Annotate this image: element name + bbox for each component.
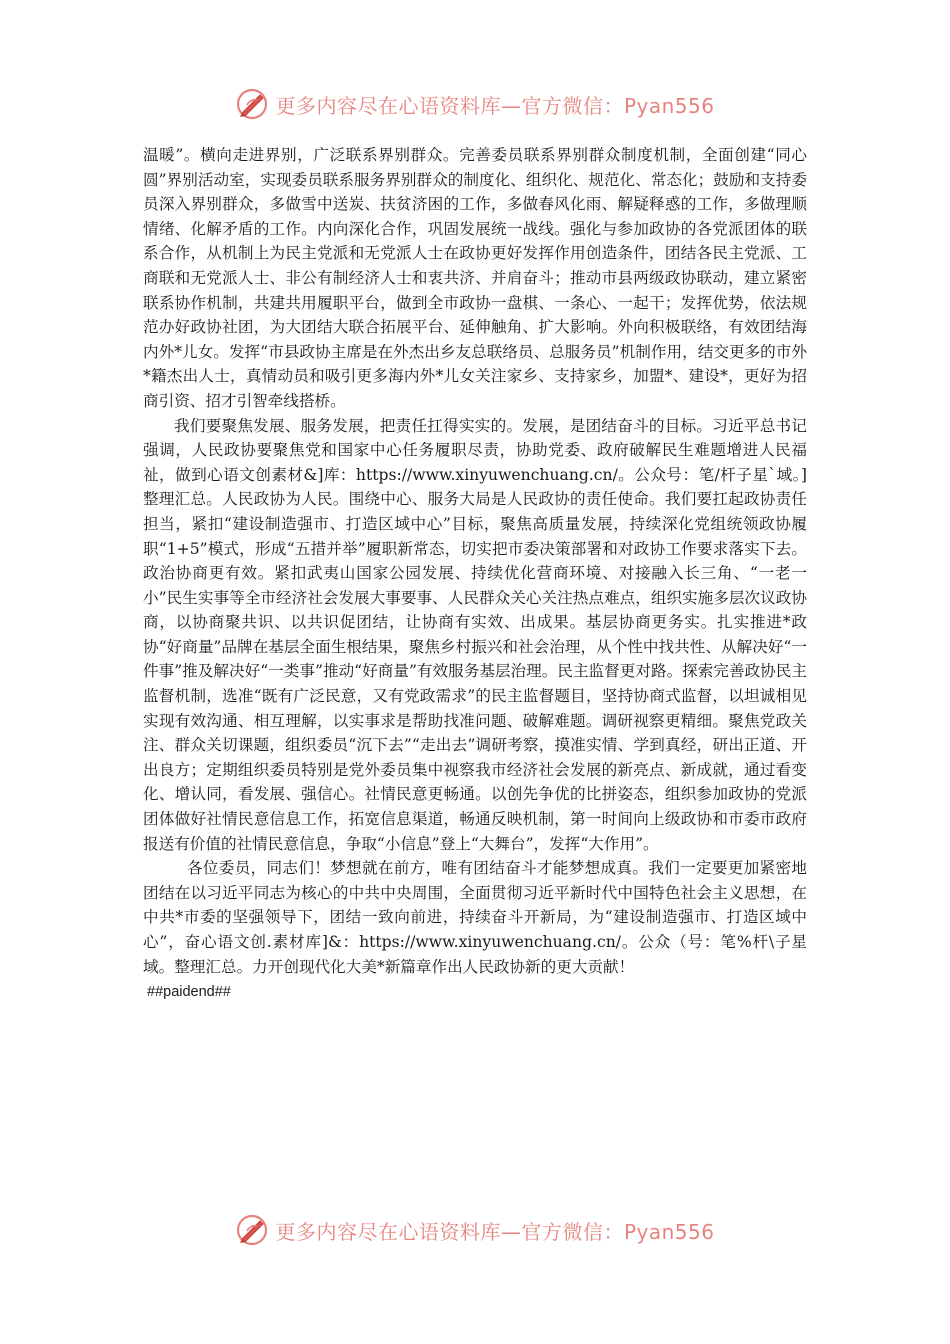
paragraph-2: 我们要聚焦发展、服务发展，把责任扛得实实的。发展，是团结奋斗的目标。习近平总书记强调，人民政协要聚焦党和国家中心任务履职尽责，协助党委、政府破解民生难题增进人民福祉，做到心语文创素材&]库：https://www.xinyuwenchuang.cn/。公众号：笔/杆子星`域。]整理汇总。人民政协为人民。围绕中心、服务大局是人民政协的责任使命。我们要扛起政协责任担当，紧扣“建设制造强市、打造区域中心”目标，聚焦高质量发展，持续深化党组统领政协履职“1+5”模式，形成“五措并举”履职新常态，切实把市委决策部署和对政协工作要求落实下去。政治协商更有效。紧扣武夷山国家公园发展、持续优化营商环境、对接融入长三角、“一老一小”民生实事等全市经济社会发展大事要事、人民群众关心关注热点难点，组织实施多层次议政协商，以协商聚共识、以共识促团结，让协商有实效、出成果。基层协商更务实。扎实推进*政协“好商量”品牌在基层全面生根结果，聚焦乡村振兴和社会治理，从个性中找共性、从解决好“一件事”推及解决好“一类事”推动“好商量”有效服务基层治理。民主监督更对路。探索完善政协民主监督机制，选准“既有广泛民意，又有党政需求”的民主监督题目，坚持协商式监督，以坦诚相见实现有效沟通、相互理解，以实事求是帮助找准问题、破解难题。调研视察更精细。聚焦党政关注、群众关切课题，组织委员“沉下去”“走出去”调研考察，摸准实情、学到真经，研出正道、开出良方；定期组织委员特别是党外委员集中视察我市经济社会发展的新亮点、新成就，通过看变化、增认同，看发展、强信心。社情民意更畅通。以创先争优的比拼姿态，组织参加政协的党派团体做好社情民意信息工作，拓宽信息渠道，畅通反映机制，第一时间向上级政协和市委市政府报送有价值的社情民意信息，争取“小信息”登上“大舞台”，发挥“大作用”。 bbox=[143, 416, 807, 853]
header-banner bbox=[0, 84, 950, 124]
document-body bbox=[143, 143, 807, 1005]
paid-end-line bbox=[143, 979, 807, 1005]
pen-logo-icon bbox=[235, 1213, 269, 1247]
footer-banner-text: 更多内容尽在心语资料库—官方微信：Pyan556 bbox=[275, 1219, 715, 1244]
paid-end-marker: ##paidend## bbox=[147, 984, 231, 1001]
pen-logo-icon bbox=[235, 87, 269, 121]
paragraph-3: 各位委员，同志们！梦想就在前方，唯有团结奋斗才能梦想成真。我们一定要更加紧密地团结在以习近平同志为核心的中共中央周围，全面贯彻习近平新时代中国特色社会主义思想，在中共*市委的坚强领导下，团结一致向前进，持续奋斗开新局，为“建设制造强市、打造区域中心”，奋心语文创.素材库]&：https://www.xinyuwenchuang.cn/。公众（号：笔%杆\子星域。整理汇总。力开创现代化大美*新篇章作出人民政协新的更大贡献！ bbox=[143, 859, 807, 976]
header-banner-text: 更多内容尽在心语资料库—官方微信：Pyan556 bbox=[275, 93, 715, 118]
footer-banner bbox=[0, 1210, 950, 1250]
paragraph-1: 温暖”。横向走进界别，广泛联系界别群众。完善委员联系界别群众制度机制，全面创建“同心圆”界别活动室，实现委员联系服务界别群众的制度化、组织化、规范化、常态化；鼓励和支持委员深入界别群众，多做雪中送炭、扶贫济困的工作，多做春风化雨、解疑释惑的工作，多做理顺情绪、化解矛盾的工作。内向深化合作，巩固发展统一战线。强化与参加政协的各党派团体的联系合作，从机制上为民主党派和无党派人士在政协更好发挥作用创造条件，团结各民主党派、工商联和无党派人士、非公有制经济人士和衷共济、并肩奋斗；推动市县两级政协联动，建立紧密联系协作机制，共建共用履职平台，做到全市政协一盘棋、一条心、一起干；发挥优势，依法规范办好政协社团，为大团结大联合拓展平台、延伸触角、扩大影响。外向积极联络，有效团结海内外*儿女。发挥“市县政协主席是在外杰出乡友总联络员、总服务员”机制作用，结交更多的市外*籍杰出人士，真情动员和吸引更多海内外*儿女关注家乡、支持家乡，加盟*、建设*，更好为招商引资、招才引智牵线搭桥。 bbox=[143, 146, 807, 410]
